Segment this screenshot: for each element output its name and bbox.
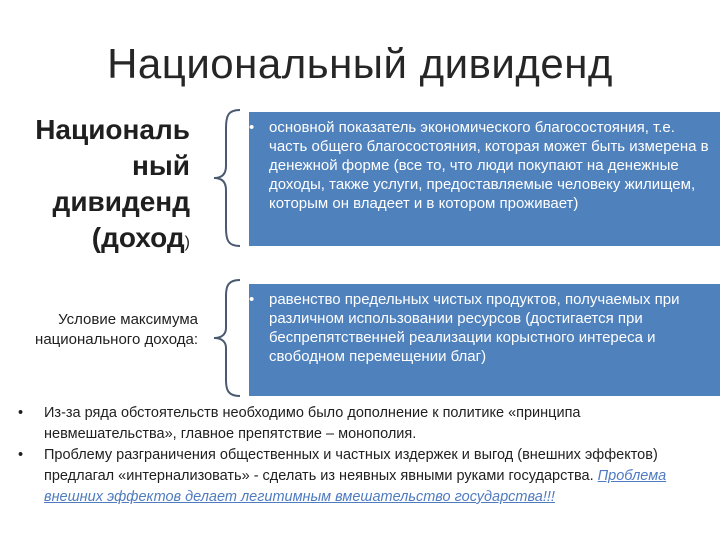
term-line-2: ный <box>131 150 190 181</box>
term-line-1: Националь <box>35 114 190 145</box>
term-line-4-main: (доход <box>91 222 185 253</box>
term-label <box>35 112 190 261</box>
definition-text: основной показатель экономического благосостояния, т.е. часть общего благосостояния, которая может быть измерена в денежной форме (все то, что люди покупают на денежные доходы, также услуги, предоставляемые человеку жилищем, которым он владеет и в котором проживает) <box>269 119 709 212</box>
bullet-icon: • <box>249 291 255 308</box>
emphasis-text: Проблема внешних эффектов делает легитимным вмешательство государства!!! <box>44 468 667 505</box>
note-item <box>14 445 704 508</box>
bullet-icon: • <box>18 447 24 463</box>
note-text: Из-за ряда обстоятельств необходимо было дополнение к политике «принципа невмешательства», главное препятствие – монополия. <box>44 405 581 442</box>
curly-brace-icon <box>210 108 244 248</box>
slide-title: Национальный дивиденд <box>107 40 613 87</box>
condition-box <box>249 284 720 396</box>
note-item <box>14 403 704 445</box>
bullet-icon: • <box>249 119 255 136</box>
condition-label: Условие максимума национального дохода: <box>35 311 198 348</box>
bullet-icon: • <box>18 405 24 421</box>
term-line-4 <box>35 220 190 261</box>
definition-box <box>249 112 720 246</box>
notes-list <box>14 403 704 508</box>
condition-text: равенство предельных чистых продуктов, получаемых при различном использовании ресурсов (достигается при беспрепятственней реализации корыстного интереса и свободном перемещении благ) <box>269 291 680 365</box>
term-line-4-paren: ) <box>184 234 190 251</box>
note-text: Проблему разграничения общественных и частных издержек и выгод (внешних эффектов) предлагал «интернализовать» - сделать из неявных явными руками государства. <box>44 447 658 484</box>
term-line-3: дивиденд <box>52 186 190 217</box>
curly-brace-icon <box>210 278 244 398</box>
